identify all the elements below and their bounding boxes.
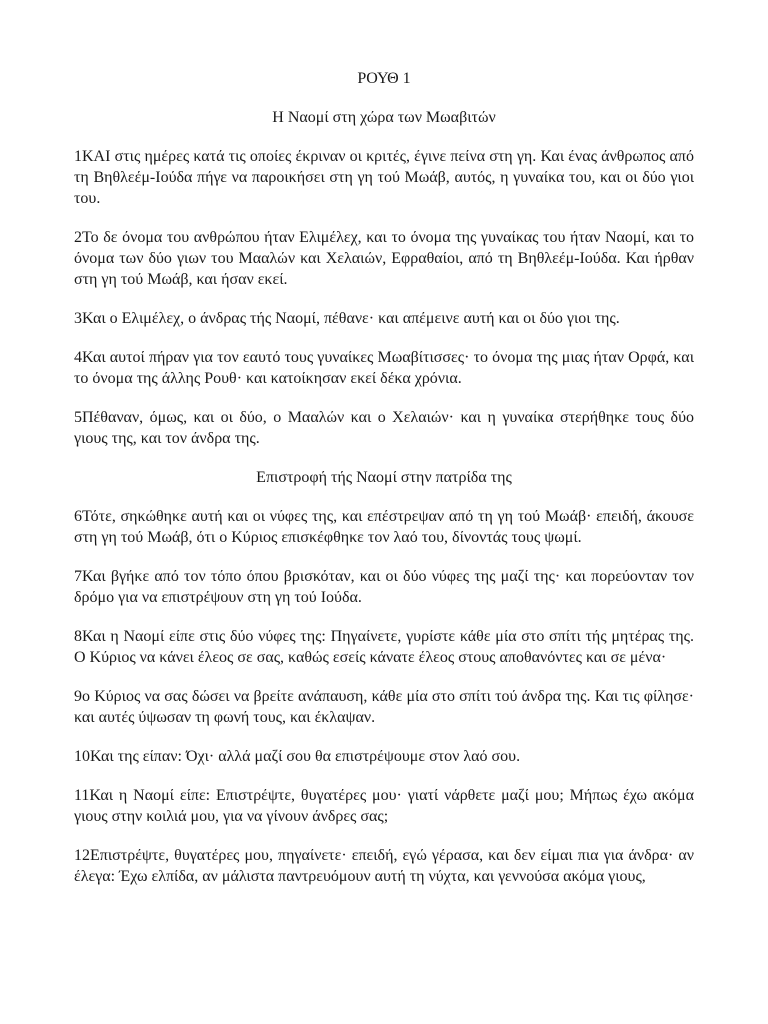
verse-3: 3Και ο Ελιμέλεχ, ο άνδρας τής Ναομί, πέθανε· και απέμεινε αυτή και οι δύο γιοι της.	[74, 310, 620, 327]
verse-7: 7Και βγήκε από τον τόπο όπου βρισκόταν, και οι δύο νύφες της μαζί της· και πορεύονταν τον δρόμο για να επιστρέψουν στη γη τού Ιούδα.	[74, 568, 694, 606]
verse-2: 2Το δε όνομα του ανθρώπου ήταν Ελιμέλεχ, και το όνομα της γυναίκας του ήταν Ναομί, και το όνομα των δύο γιων του Μααλών και Χελαιών, Εφραθαίοι, από τη Βηθλεέμ-Ιούδα. Και ήρθαν στη γη τού Μωάβ, και ήσαν εκεί.	[74, 229, 694, 288]
verse-10: 10Και της είπαν: Όχι· αλλά μαζί σου θα επιστρέψουμε στον λαό σου.	[74, 748, 521, 765]
verse-9: 9ο Κύριος να σας δώσει να βρείτε ανάπαυση, κάθε μία στο σπίτι τού άνδρα της. Και τις φίλησε· και αυτές ύψωσαν τη φωνή τους, και έκλαψαν.	[74, 688, 694, 726]
verse-11: 11Και η Ναομί είπε: Επιστρέψτε, θυγατέρες μου· γιατί νάρθετε μαζί μου; Μήπως έχω ακόμα γιους στην κοιλιά μου, για να γίνουν άνδρες σας;	[74, 787, 694, 825]
verse-8: 8Και η Ναομί είπε στις δύο νύφες της: Πηγαίνετε, γυρίστε κάθε μία στο σπίτι τής μητέρας της. Ο Κύριος να κάνει έλεος σε σας, καθώς εσείς κάνατε έλεος στους αποθανόντες και σε μένα·	[74, 628, 694, 666]
verse-1: 1ΚΑΙ στις ημέρες κατά τις οποίες έκριναν οι κριτές, έγινε πείνα στη γη. Και ένας άνθρωπος από τη Βηθλεέμ-Ιούδα πήγε να παροικήσει στη γη τού Μωάβ, αυτός, η γυναίκα του, και οι δύο γιοι του.	[74, 148, 694, 207]
verse-5: 5Πέθαναν, όμως, και οι δύο, ο Μααλών και ο Χελαιών· και η γυναίκα στερήθηκε τους δύο γιους της, και τον άνδρα της.	[74, 409, 694, 447]
chapter-title: ΡΟΥΘ 1	[357, 70, 411, 87]
verse-4: 4Και αυτοί πήραν για τον εαυτό τους γυναίκες Μωαβίτισσες· το όνομα της μιας ήταν Ορφά, και το όνομα της άλλης Ρουθ· και κατοίκησαν εκεί δέκα χρόνια.	[74, 349, 694, 387]
document-page	[74, 68, 694, 905]
section-heading-1: Η Ναομί στη χώρα των Μωαβιτών	[272, 109, 496, 126]
section-heading-2: Επιστροφή τής Ναομί στην πατρίδα της	[256, 469, 512, 486]
verse-6: 6Τότε, σηκώθηκε αυτή και οι νύφες της, και επέστρεψαν από τη γη τού Μωάβ· επειδή, άκουσε στη γη τού Μωάβ, ότι ο Κύριος επισκέφθηκε τον λαό του, δίνοντάς τους ψωμί.	[74, 508, 694, 546]
verse-12: 12Επιστρέψτε, θυγατέρες μου, πηγαίνετε· επειδή, εγώ γέρασα, και δεν είμαι πια για άνδρα· αν έλεγα: Έχω ελπίδα, αν μάλιστα παντρευόμουν αυτή τη νύχτα, και γεννούσα ακόμα γιους,	[74, 847, 694, 885]
